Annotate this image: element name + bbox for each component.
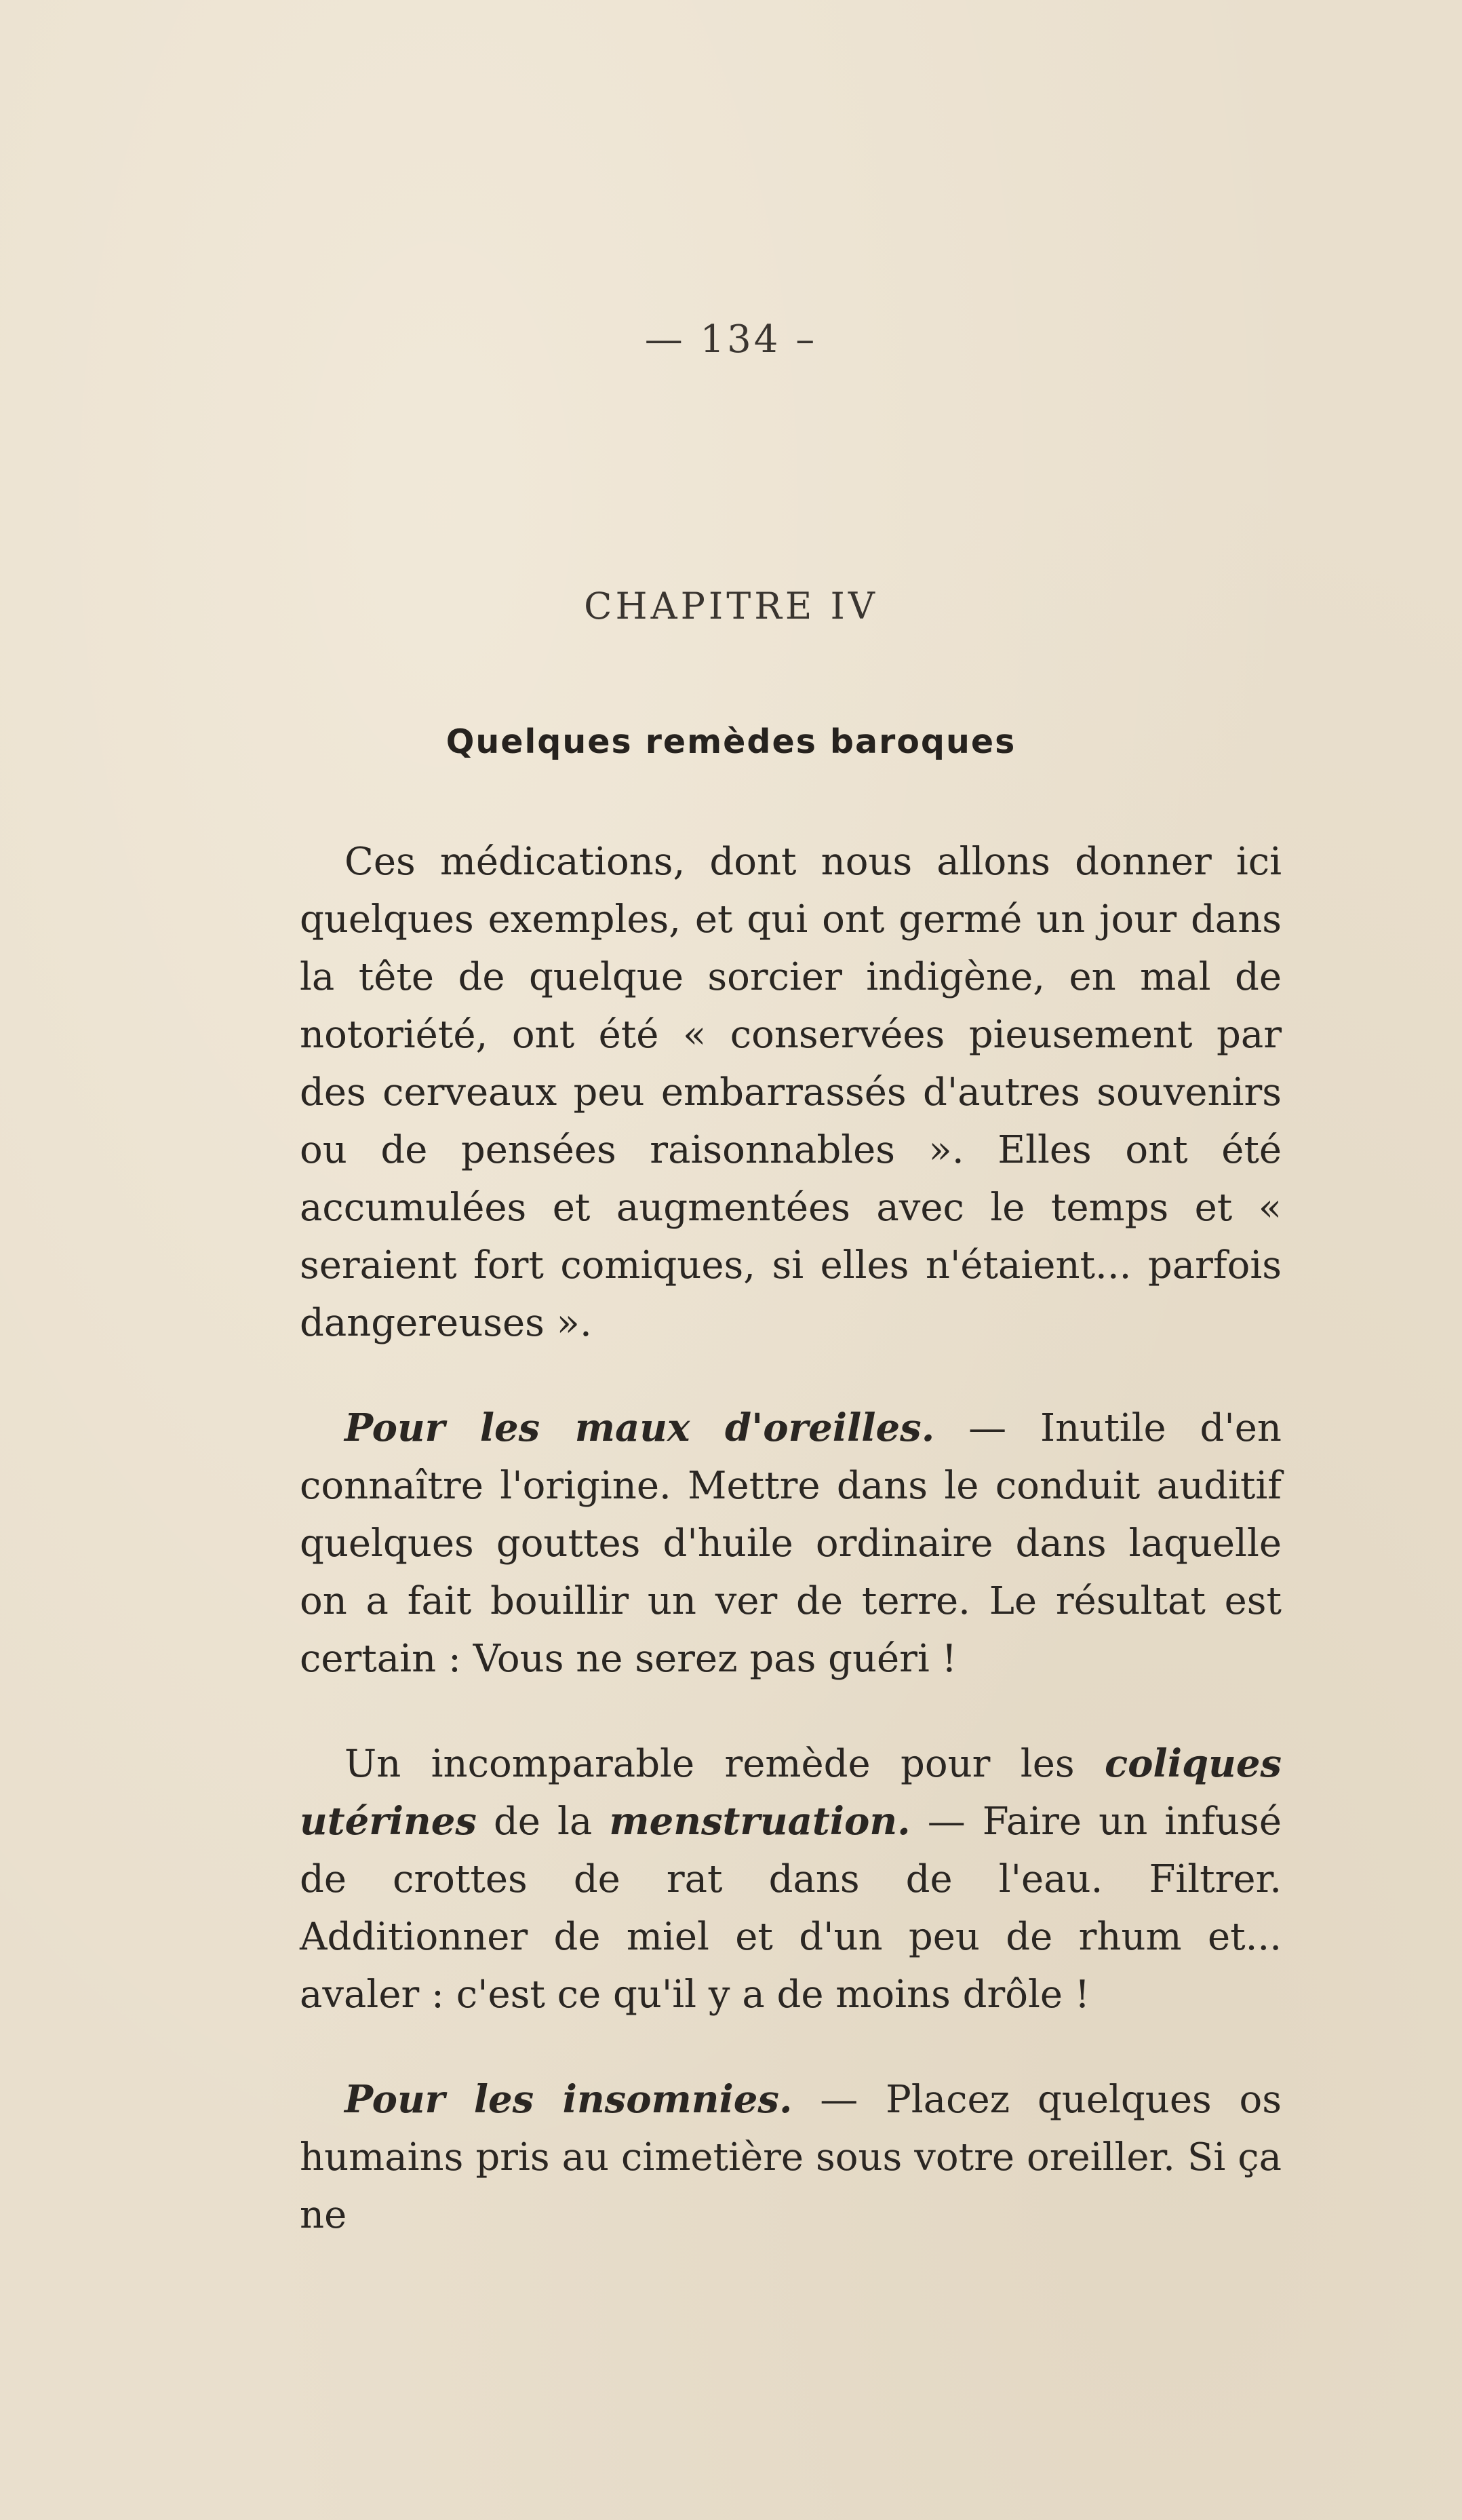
paragraph-intro: Ces médications, dont nous allons donner ici quelques exemples, et qui ont germé un jour dans la tête de quelque sorcier indigène, en mal de notoriété, ont été « conservées pieusement par des cerveaux peu embarrassés d'autres souvenirs ou de pensées raisonnables ». Elles ont été accumulées et augmentées avec le temps et « seraient fort comiques, si elles n'étaient... parfois dangereuses ». xyxy=(300,840,1282,1345)
paragraph-colic-remedy xyxy=(300,1735,1282,2023)
chapter-title: CHAPITRE IV xyxy=(584,585,878,627)
remedy-text-ears: — Inutile d'en connaître l'origine. Mettre dans le conduit auditif quelques gouttes d'huile ordinaire dans laquelle on a fait bouillir un ver de terre. Le résultat est certain : Vous ne serez pas guéri ! xyxy=(300,1406,1282,1681)
page-number: — 134 – xyxy=(644,317,818,362)
remedy-text-insomnia: — Placez quelques os humains pris au cimetière sous votre oreiller. Si ça ne xyxy=(300,2078,1282,2237)
remedy-text-colic: — Faire un infusé de crottes de rat dans de l'eau. Filtrer. Additionner de miel et d'un peu de rhum et... avaler : c'est ce qu'il y a de moins drôle ! xyxy=(300,1800,1282,2017)
remedy-term-menstruation: menstruation. xyxy=(609,1799,911,1844)
remedy-term-colic: coliques utérines xyxy=(300,1741,1282,1844)
remedy-intro-colic: Un incomparable remède pour les xyxy=(344,1742,1105,1786)
paragraph-insomnia-remedy xyxy=(300,2071,1282,2244)
paragraph-ear-remedy xyxy=(300,1399,1282,1688)
remedy-connector-colic: de la xyxy=(476,1800,610,1844)
remedy-heading-ears: Pour les maux d'oreilles. xyxy=(344,1406,935,1450)
remedy-heading-insomnia: Pour les insomnies. xyxy=(344,2077,793,2122)
chapter-subtitle: Quelques remèdes baroques xyxy=(446,722,1016,761)
body-text xyxy=(300,833,1282,2291)
